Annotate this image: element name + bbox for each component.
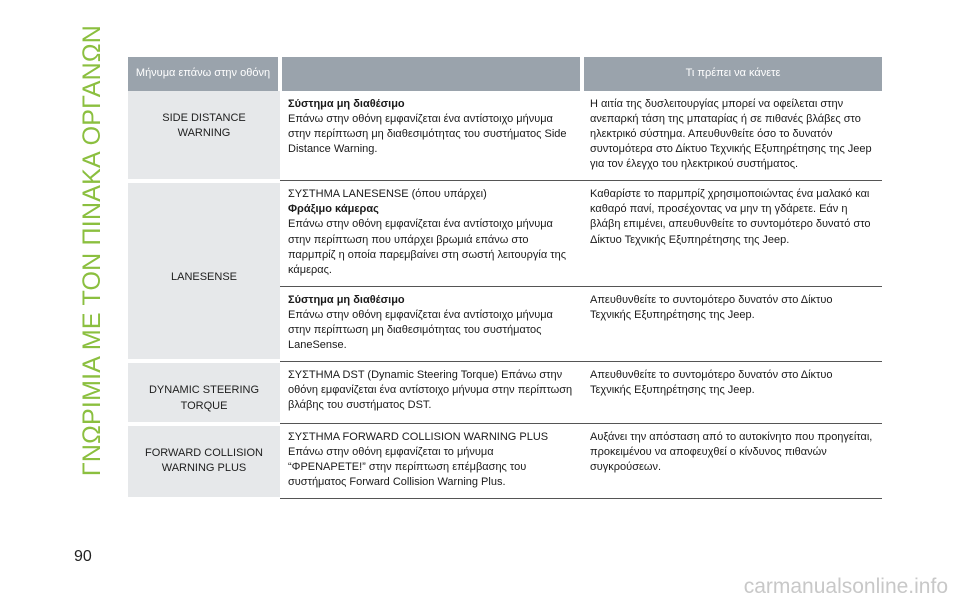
row-text: Επάνω στην οθόνη εμφανίζεται ένα αντίστοιχο μήνυμα στην περίπτωση που υπάρχει βρωμιά επάνω στο παρμπρίζ η οποία παρεμβαίνει στη σωστή λειτουργία της κάμερας. <box>288 218 567 276</box>
row-action: Απευθυνθείτε το συντομότερο δυνατόν στο Δίκτυο Τεχνικής Εξυπηρέτησης της Jeep. <box>582 286 882 361</box>
table-row <box>128 91 882 181</box>
row-description <box>280 424 582 499</box>
row-description <box>280 361 582 423</box>
row-text: Επάνω στην οθόνη εμφανίζεται ένα αντίστοιχο μήνυμα στην περίπτωση μη διαθεσιμότητας του συστήματος Side Distance Warning. <box>288 113 567 156</box>
row-action: Αυξάνει την απόσταση από το αυτοκίνητο που προηγείται, προκειμένου να αποφευχθεί ο κίνδυνος πιθανών συγκρούσεων. <box>582 424 882 499</box>
row-description <box>280 91 582 181</box>
chapter-title-text: ΓΝΩΡΙΜΙΑ ΜΕ ΤΟΝ ΠΙΝΑΚΑ ΟΡΓΑΝΩΝ <box>78 24 107 476</box>
header-action: Τι πρέπει να κάνετε <box>582 57 882 91</box>
row-action: Απευθυνθείτε το συντομότερο δυνατόν στο Δίκτυο Τεχνικής Εξυπηρέτησης της Jeep. <box>582 361 882 423</box>
header-description <box>280 57 582 91</box>
row-subtitle: Σύστημα μη διαθέσιμο <box>288 293 405 306</box>
table-row <box>128 424 882 499</box>
row-action: Η αιτία της δυσλειτουργίας μπορεί να οφείλεται στην ανεπαρκή τάση της μπαταρίας ή σε πιθανές βλάβες στο ηλεκτρικό σύστημα. Απευθυνθείτε όσο το δυνατόν συντομότερα στο Δίκτυο Τεχνικής Εξυπηρέτησης της Jeep για τον έλεγχο του ηλεκτρικού συστήματος. <box>582 91 882 181</box>
row-subtitle: Σύστημα μη διαθέσιμο <box>288 98 405 110</box>
row-label: DYNAMIC STEERING TORQUE <box>128 361 280 423</box>
row-intro: ΣΥΣΤΗΜΑ LANESENSE (όπου υπάρχει) <box>288 188 487 201</box>
row-action: Καθαρίστε το παρμπρίζ χρησιμοποιώντας ένα μαλακό και καθαρό πανί, προσέχοντας να μην τη γδάρετε. Εάν η βλάβη επιμένει, απευθυνθείτε το συντομότερο δυνατό στο Δίκτυο Τεχνικής Εξυπηρέτησης της Jeep. <box>582 181 882 286</box>
row-intro: ΣΥΣΤΗΜΑ FORWARD COLLISION WARNING PLUS <box>288 431 549 444</box>
row-label: FORWARD COLLISION WARNING PLUS <box>128 424 280 499</box>
row-subtitle: Φράξιμο κάμερας <box>288 203 379 216</box>
table-header-row <box>128 57 882 91</box>
row-description <box>280 181 582 286</box>
row-label: LANESENSE <box>128 181 280 362</box>
chapter-title <box>70 24 116 476</box>
row-description <box>280 286 582 361</box>
watermark: carmanualsonline.info <box>743 575 948 598</box>
table-row <box>128 361 882 423</box>
row-label: SIDE DISTANCE WARNING <box>128 91 280 181</box>
warning-messages-table <box>128 57 882 501</box>
row-text: Επάνω στην οθόνη εμφανίζεται το μήνυμα “ΦΡΕΝΑΡΕΤΕ!” στην περίπτωση επέμβασης του συστήματος Forward Collision Warning Plus. <box>288 446 527 489</box>
row-text: Επάνω στην οθόνη εμφανίζεται ένα αντίστοιχο μήνυμα στην περίπτωση μη διαθεσιμότητας του συστήματος LaneSense. <box>288 308 553 351</box>
table-row <box>128 181 882 286</box>
page-number: 90 <box>74 548 92 565</box>
header-message: Μήνυμα επάνω στην οθόνη <box>128 57 280 91</box>
row-text: ΣΥΣΤΗΜΑ DST (Dynamic Steering Torque) Επάνω στην οθόνη εμφανίζεται ένα αντίστοιχο μήνυμα στην περίπτωση βλάβης του συστήματος DST. <box>288 368 573 412</box>
